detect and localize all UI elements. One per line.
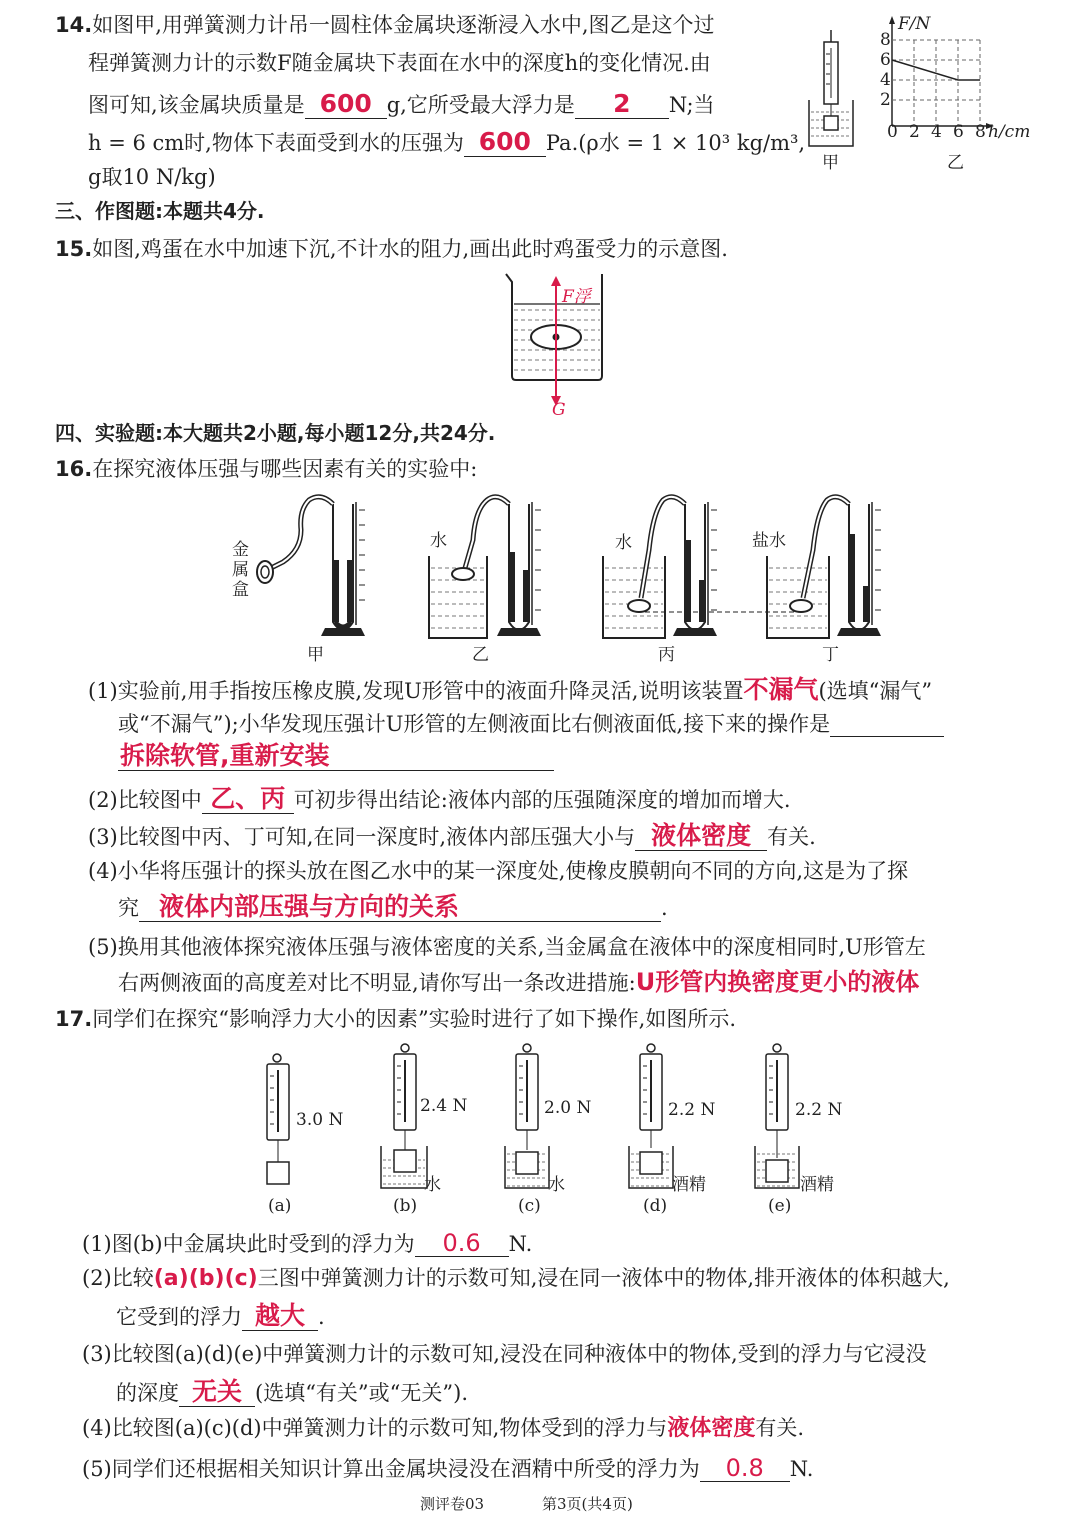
footer-page-number: 第3页(共4页): [542, 1495, 633, 1513]
q16-line: [55, 458, 477, 481]
q14-text4b: Pa.(ρ水 = 1 × 10³ kg/m³,: [545, 131, 806, 155]
q14-graph-ylabel: F/N: [898, 14, 931, 34]
q14-text3c: N;当: [668, 93, 715, 117]
q16-p1-text-c: 或“不漏气”);小华发现压强计U形管的左侧液面比右侧液面低,接下来的操作是: [118, 712, 831, 736]
q14-ytick-2: 2: [880, 90, 891, 110]
q17-liquid-d: 酒精: [672, 1175, 706, 1195]
q14-answer-pressure: [464, 128, 546, 157]
q17-p2-text-b: 三图中弹簧测力计的示数可知,浸在同一液体中的物体,排开液体的体积越大,: [257, 1266, 950, 1290]
q17-part3-line1: (3)比较图(a)(d)(e)中弹簧测力计的示数可知,浸没在同种液体中的物体,受到的浮力与它浸没: [82, 1342, 927, 1366]
q17-number: 17.: [55, 1007, 93, 1031]
q16-gauge-jia: [257, 497, 365, 636]
q17-text: 同学们在探究“影响浮力大小的因素”实验时进行了如下操作,如图所示.: [92, 1007, 737, 1031]
q16-p4-answer: 液体内部压强与方向的关系: [159, 892, 460, 921]
q17-scale-e: [755, 1044, 799, 1188]
q17-p3-answer: 无关: [191, 1377, 242, 1406]
q14-text1: 如图甲,用弹簧测力计吊一圆柱体金属块逐渐浸入水中,图乙是这个过: [92, 13, 715, 37]
q14-xtick-0: 0: [887, 122, 898, 142]
q17-p1-text-a: (1)图(b)中金属块此时受到的浮力为: [82, 1232, 415, 1256]
q16-part3: [88, 822, 816, 851]
q16-number: 16.: [55, 457, 93, 481]
q16-part1-line2: [118, 713, 944, 737]
q17-caption-a: (a): [268, 1196, 292, 1216]
q14-number: 14.: [55, 13, 93, 37]
q14-line2: 程弹簧测力计的示数F随金属块下表面在水中的深度h的变化情况.由: [88, 51, 711, 75]
q17-p2-text-c: 它受到的浮力: [116, 1305, 242, 1329]
q17-caption-c: (c): [518, 1196, 541, 1216]
q17-p1-answer: 0.6: [442, 1229, 481, 1257]
q17-caption-b: (b): [393, 1196, 418, 1216]
q16-fig-label-jia: 甲: [307, 645, 324, 665]
q17-part2-line2: [116, 1302, 325, 1331]
q16-part5-line1: (5)换用其他液体探究液体压强与液体密度的关系,当金属盒在液体中的深度相同时,U形管左: [88, 935, 926, 959]
q17-p5-text-a: (5)同学们还根据相关知识计算出金属块浸没在酒精中所受的浮力为: [82, 1457, 700, 1481]
q17-liquid-b: 水: [424, 1175, 441, 1195]
q16-part5-line2: [118, 969, 919, 995]
q14-ytick-4: 4: [880, 70, 891, 90]
q17-p5-answer-blank: [700, 1455, 790, 1482]
q17-p3-text-c: (选填“有关”或“无关”).: [255, 1381, 469, 1405]
q16-p2-answer: 乙、丙: [210, 784, 286, 813]
q17-scale-c: [505, 1044, 549, 1188]
q17-p4-text-a: (4)比较图(a)(c)(d)中弹簧测力计的示数可知,物体受到的浮力与: [82, 1416, 668, 1440]
q16-gauge-yi: [429, 497, 541, 638]
q17-apparatus-figure: [255, 1040, 875, 1200]
q16-gauge-bing: [603, 497, 717, 638]
q16-gauge-ding: [767, 497, 881, 638]
q14-xtick-6: 6: [953, 122, 964, 142]
q14-line1: [55, 14, 715, 37]
q17-scale-a: [267, 1054, 289, 1184]
q16-label-water-bing: 水: [615, 533, 632, 553]
q17-part3-line2: [116, 1378, 468, 1407]
q17-reading-a: 3.0 N: [296, 1110, 344, 1130]
q17-p5-text-b: N.: [789, 1457, 814, 1481]
q17-part2-line1: [82, 1267, 950, 1291]
q14-xtick-4: 4: [931, 122, 942, 142]
q16-p3-answer-blank: [635, 822, 767, 851]
q16-p4-text-b: 究: [118, 896, 139, 920]
q17-reading-e: 2.2 N: [795, 1100, 843, 1120]
q16-p2-text-a: (2)比较图中: [88, 788, 202, 812]
q14-answer-buoyancy: [575, 90, 669, 119]
q16-part2: [88, 785, 791, 814]
q14-fig-jia-label: 甲: [822, 153, 839, 173]
q14-ytick-8: 8: [880, 30, 891, 50]
q17-p2-text-d: .: [318, 1305, 325, 1329]
q14-buoyancy-value: 2: [613, 89, 631, 118]
q16-p2-answer-blank: [202, 785, 294, 814]
q16-fig-label-bing: 丙: [658, 645, 675, 665]
q14-graph-xlabel: h/cm: [988, 122, 1031, 142]
q15-number: 15.: [55, 237, 93, 261]
q17-p1-text-b: N.: [508, 1232, 533, 1256]
q17-p5-answer: 0.8: [725, 1454, 764, 1482]
q16-fig-label-yi: 乙: [472, 645, 489, 665]
q16-p1-text-b: (选填“漏气”: [818, 679, 933, 703]
footer-paper-id: 测评卷03: [420, 1495, 485, 1513]
q15-force-buoyancy-label: F浮: [562, 287, 591, 307]
q16-p4-text-c: .: [661, 896, 668, 920]
q14-figure-jia: [805, 28, 865, 153]
q16-p1-text-a: (1)实验前,用手指按压橡皮膜,发现U形管中的液面升降灵活,说明该装置: [88, 679, 744, 703]
q16-p2-text-b: 可初步得出结论:液体内部的压强随深度的增加而增大.: [293, 788, 791, 812]
q17-liquid-e: 酒精: [800, 1175, 834, 1195]
section4-title: 四、实验题:本大题共2小题,每小题12分,共24分.: [55, 421, 496, 445]
q17-p2-text-a: (2)比较: [82, 1266, 154, 1290]
q14-ytick-6: 6: [880, 50, 891, 70]
q16-p3-text-b: 有关.: [767, 825, 816, 849]
q14-xtick-2: 2: [909, 122, 920, 142]
q16-p1-answer-blank: [118, 742, 554, 771]
q15-line: [55, 238, 728, 261]
q16-label-water-yi: 水: [430, 531, 447, 551]
q16-part1-line1: [88, 676, 932, 704]
q17-reading-d: 2.2 N: [668, 1100, 716, 1120]
q16-p4-answer-blank: [139, 893, 661, 922]
q16-label-metal-box: 金属盒: [232, 540, 249, 600]
q17-p1-answer-blank: [415, 1230, 509, 1257]
q16-label-saltwater: 盐水: [752, 531, 786, 551]
q16-part1-line3: [118, 742, 554, 771]
q16-p1-answer-airtight: 不漏气: [743, 675, 819, 704]
q14-mass-value: 600: [319, 89, 372, 118]
q17-p3-answer-blank: [179, 1378, 255, 1407]
q17-reading-c: 2.0 N: [544, 1098, 592, 1118]
q17-part4: [82, 1417, 804, 1441]
q17-caption-e: (e): [768, 1196, 792, 1216]
q14-answer-mass: [305, 90, 387, 119]
q14-text3a: 图可知,该金属块质量是: [88, 93, 305, 117]
q14-line3: [88, 90, 715, 119]
q14-fig-yi-label: 乙: [947, 153, 964, 173]
q14-line5: g取10 N/kg): [88, 165, 216, 189]
q17-caption-d: (d): [643, 1196, 668, 1216]
q14-text3b: g,它所受最大浮力是: [386, 93, 575, 117]
q17-reading-b: 2.4 N: [420, 1096, 468, 1116]
q17-liquid-c: 水: [548, 1175, 565, 1195]
q17-scale-b: [381, 1044, 427, 1188]
q17-p4-answer: 液体密度: [667, 1416, 756, 1441]
q16-p3-answer: 液体密度: [651, 821, 752, 850]
q14-text4a: h = 6 cm时,物体下表面受到水的压强为: [88, 131, 464, 155]
q16-p3-text-a: (3)比较图中丙、丁可知,在同一深度时,液体内部压强大小与: [88, 825, 636, 849]
q14-pressure-value: 600: [478, 127, 531, 156]
q16-part4-line1: (4)小华将压强计的探头放在图乙水中的某一深度处,使橡皮膜朝向不同的方向,这是为了探: [88, 859, 909, 883]
q17-p2-answer-larger: 越大: [254, 1301, 305, 1330]
q14-xtick-8: 8: [975, 122, 986, 142]
q16-apparatus-figure: [225, 490, 895, 665]
q16-p5-answer: U形管内换密度更小的液体: [635, 968, 920, 996]
q16-text: 在探究液体压强与哪些因素有关的实验中:: [92, 457, 478, 481]
q16-part4-line2: [118, 893, 668, 922]
section3-title: 三、作图题:本题共4分.: [55, 199, 265, 223]
q17-p3-text-b: 的深度: [116, 1381, 179, 1405]
q15-text: 如图,鸡蛋在水中加速下沉,不计水的阻力,画出此时鸡蛋受力的示意图.: [92, 237, 728, 261]
q17-line: [55, 1008, 736, 1031]
q17-part1: [82, 1230, 532, 1257]
q17-p4-text-b: 有关.: [755, 1416, 805, 1440]
q14-line4: [88, 128, 805, 157]
q16-p5-text-b: 右两侧液面的高度差对比不明显,请你写出一条改进措施:: [118, 971, 636, 995]
q17-p2-answer-blank: [242, 1302, 318, 1331]
q17-part5: [82, 1455, 813, 1482]
q16-p1-answer-operation: 拆除软管,重新安装: [120, 741, 330, 770]
q15-force-gravity-label: G: [552, 400, 566, 420]
q17-scale-d: [629, 1044, 673, 1188]
q15-beaker-figure: [500, 270, 610, 420]
q17-p2-answer-figs: (a)(b)(c): [153, 1266, 258, 1291]
q16-fig-label-ding: 丁: [822, 645, 839, 665]
